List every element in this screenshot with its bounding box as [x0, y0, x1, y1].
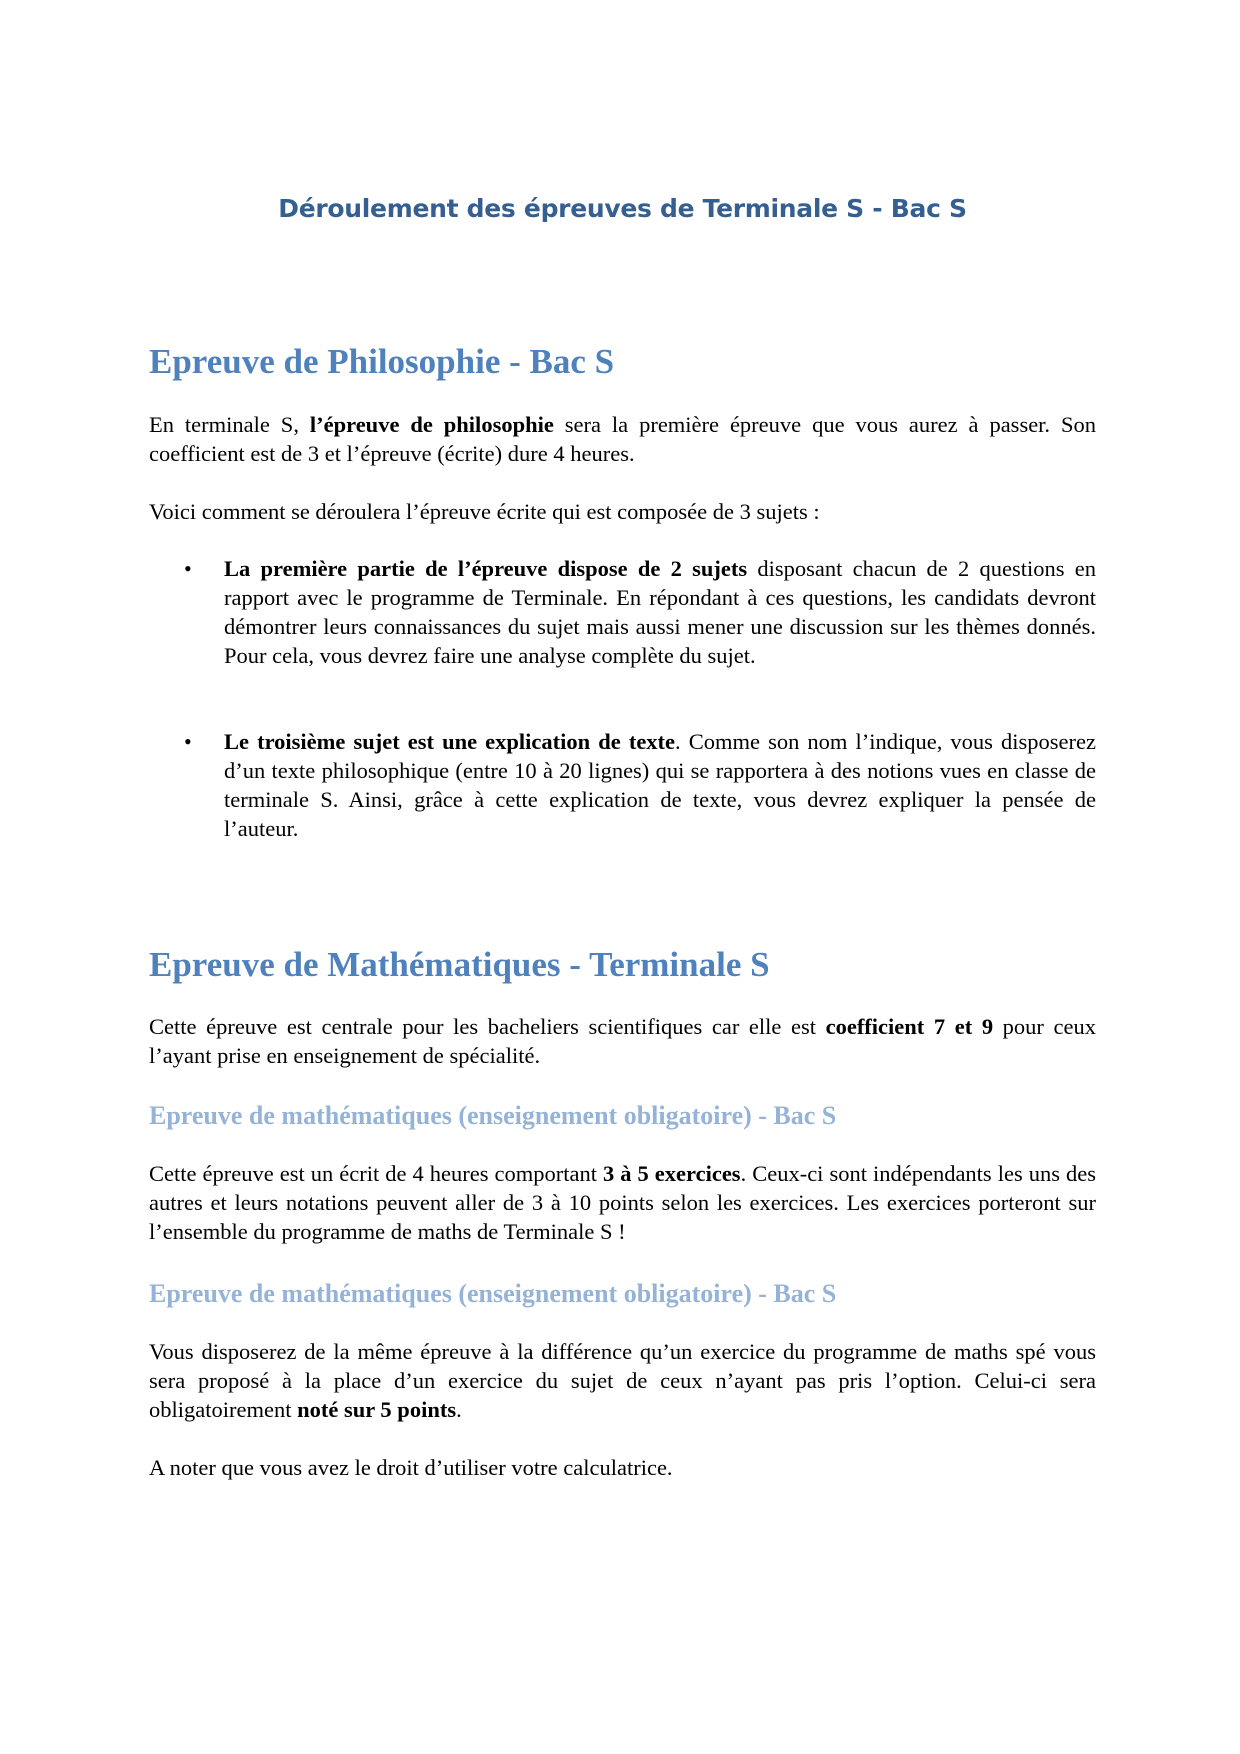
maths-heading: Epreuve de Mathématiques - Terminale S: [149, 945, 770, 984]
maths-sub2-paragraph: Vous disposerez de la même épreuve à la différence qu’un exercice du programme de maths spé vous sera proposé à la place d’un exercice du sujet de ceux n’ayant pas pris l’option. Celui-ci sera obligatoirement noté sur 5 points.: [149, 1339, 1096, 1422]
calculator-note: A noter que vous avez le droit d’utiliser votre calculatrice.: [149, 1455, 673, 1480]
philosophy-intro-bold: l’épreuve de philosophie: [309, 412, 554, 437]
maths-sub2-heading: Epreuve de mathématiques (enseignement obligatoire) - Bac S: [149, 1279, 837, 1308]
philosophy-intro-paragraph: En terminale S, l’épreuve de philosophie sera la première épreuve que vous aurez à passer. Son coefficient est de 3 et l’épreuve (écrite) dure 4 heures.: [149, 412, 1096, 466]
philosophy-subjects-intro: Voici comment se déroulera l’épreuve écrite qui est composée de 3 sujets :: [149, 499, 820, 524]
philosophy-bullet-1: • La première partie de l’épreuve dispose de 2 sujets disposant chacun de 2 questions en rapport avec le programme de Terminale. En répondant à ces questions, les candidats devront démontrer leurs connaissances du sujet mais aussi mener une discussion sur les thèmes donnés. Pour cela, vous devrez faire une analyse complète du sujet.: [184, 556, 1097, 668]
philosophy-heading: Epreuve de Philosophie - Bac S: [149, 342, 615, 381]
philosophy-bullet-2: • Le troisième sujet est une explication de texte. Comme son nom l’indique, vous disposerez d’un texte philosophique (entre 10 à 20 lignes) qui se rapportera à des notions vues en classe de terminale S. Ainsi, grâce à cette explication de texte, vous devrez expliquer la pensée de l’auteur.: [184, 729, 1096, 841]
maths-exercises-bold: 3 à 5 exercices: [602, 1161, 741, 1186]
maths-sub1-paragraph: Cette épreuve est un écrit de 4 heures comportant 3 à 5 exercices. Ceux-ci sont indépendants les uns des autres et leurs notations peuvent aller de 3 à 10 points selon les exercices. Les exercices porteront sur l’ensemble du programme de maths de Terminale S !: [149, 1161, 1096, 1244]
document-title: Déroulement des épreuves de Terminale S - Bac S: [278, 194, 967, 223]
maths-coefficient-bold: coefficient 7 et 9: [825, 1014, 994, 1039]
bullet-dot-icon: •: [184, 729, 192, 754]
maths-points-bold: noté sur 5 points: [297, 1397, 457, 1422]
bullet-dot-icon: •: [184, 556, 192, 581]
maths-sub1-heading: Epreuve de mathématiques (enseignement obligatoire) - Bac S: [149, 1101, 837, 1130]
maths-intro-paragraph: Cette épreuve est centrale pour les bacheliers scientifiques car elle est coefficient 7 et 9 pour ceux l’ayant prise en enseignement de spécialité.: [149, 1014, 1096, 1068]
